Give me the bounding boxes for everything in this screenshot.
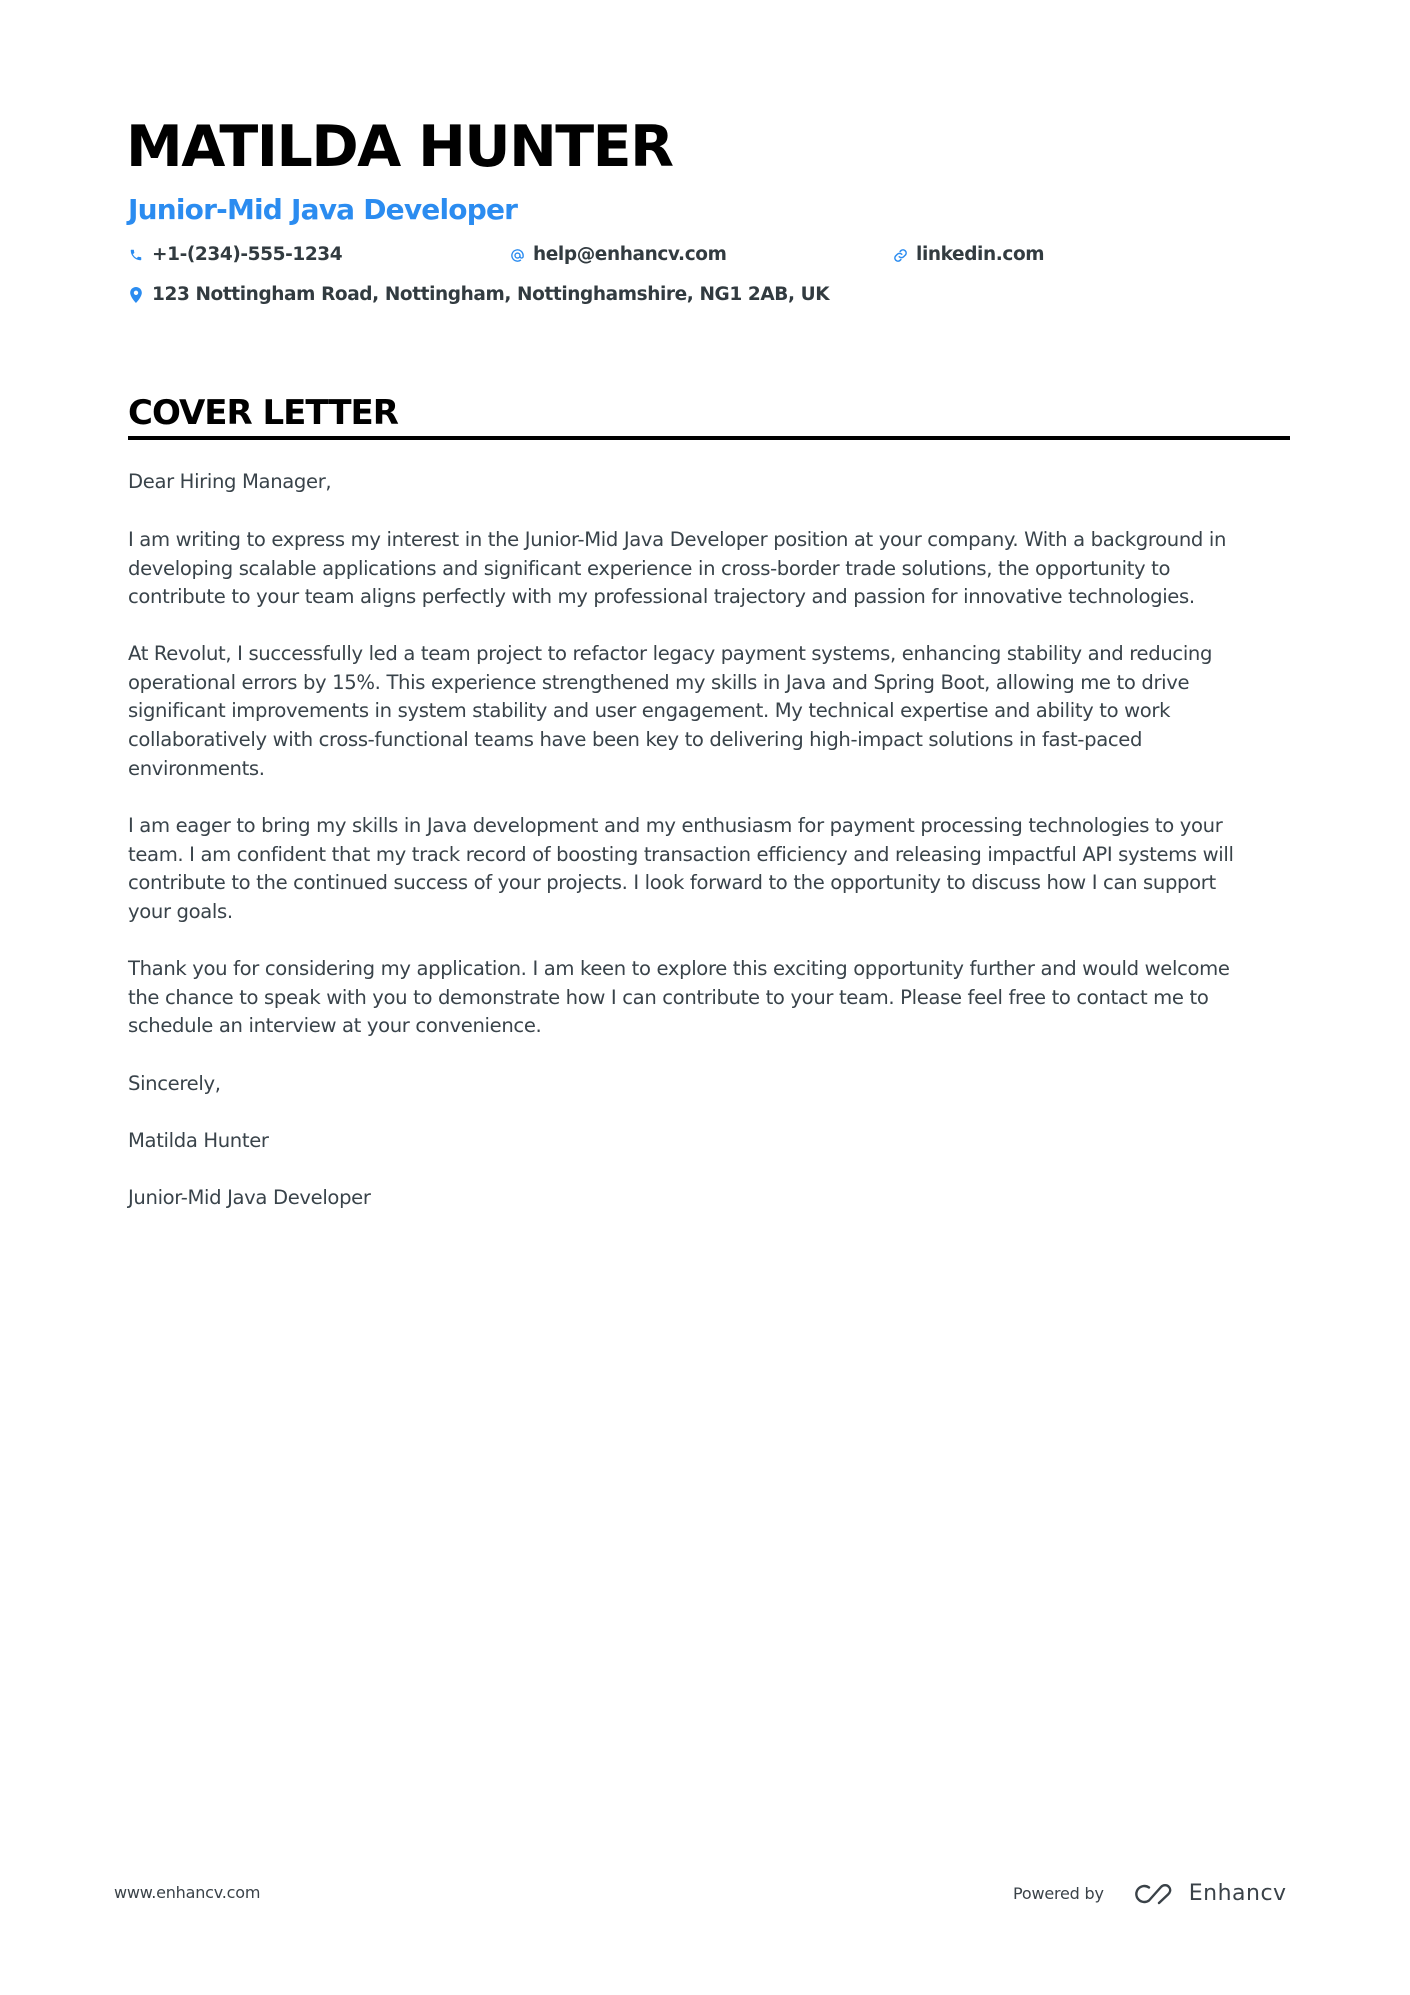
phone-icon: [128, 246, 144, 264]
signature-title: Junior-Mid Java Developer: [128, 1186, 371, 1209]
contact-linkedin[interactable]: [892, 243, 1044, 267]
paragraph-line: your goals.: [128, 900, 233, 924]
closing: Sincerely,: [128, 1072, 221, 1095]
signature-name: Matilda Hunter: [128, 1129, 269, 1152]
paragraph-2: [128, 640, 1212, 784]
enhancv-logo-icon: [1131, 1882, 1179, 1906]
paragraph-line: environments.: [128, 756, 265, 780]
section-title: COVER LETTER: [128, 393, 398, 433]
section-divider: [128, 436, 1290, 440]
address-value: 123 Nottingham Road, Nottingham, Nottinghamshire, NG1 2AB, UK: [152, 284, 830, 305]
location-pin-icon: [128, 286, 144, 304]
paragraph-line: I am writing to express my interest in the Junior-Mid Java Developer position at your company. With a background in: [128, 528, 1227, 551]
email-value: help@enhancv.com: [533, 244, 727, 265]
powered-by-label: Powered by: [1013, 1884, 1104, 1903]
paragraph-line: team. I am confident that my track record of boosting transaction efficiency and releasing impactful API systems will: [128, 842, 1234, 866]
link-icon: [892, 246, 908, 264]
enhancv-brand: Enhancv: [1188, 1881, 1287, 1906]
paragraph-line: contribute to your team aligns perfectly with my professional trajectory and passion for innovative technologies.: [128, 585, 1195, 609]
paragraph-line: contribute to the continued success of your projects. I look forward to the opportunity to discuss how I can support: [128, 871, 1216, 895]
linkedin-value: linkedin.com: [916, 244, 1045, 265]
paragraph-line: collaboratively with cross-functional teams have been key to delivering high-impact solutions in fast-paced: [128, 728, 1143, 752]
paragraph-line: schedule an interview at your convenience.: [128, 1014, 542, 1038]
paragraph-3: [128, 812, 1234, 927]
paragraph-line: the chance to speak with you to demonstrate how I can contribute to your team. Please feel free to contact me to: [128, 985, 1209, 1009]
paragraph-4: [128, 955, 1230, 1041]
paragraph-line: operational errors by 15%. This experience strengthened my skills in Java and Spring Boot, allowing me to drive: [128, 670, 1190, 694]
phone-value: +1-(234)-555-1234: [152, 244, 343, 265]
paragraph-line: significant improvements in system stability and user engagement. My technical expertise and ability to work: [128, 699, 1171, 723]
contact-email[interactable]: [509, 243, 726, 267]
powered-by[interactable]: [1013, 1881, 1287, 1906]
candidate-name: MATILDA HUNTER: [126, 114, 673, 180]
paragraph-1: [128, 526, 1226, 612]
candidate-title: Junior-Mid Java Developer: [128, 193, 518, 226]
paragraph-line: I am eager to bring my skills in Java development and my enthusiasm for payment processing technologies to your: [128, 814, 1223, 837]
footer-url-link[interactable]: www.enhancv.com: [114, 1883, 261, 1902]
paragraph-line: Thank you for considering my application. I am keen to explore this exciting opportunity further and would welcome: [128, 957, 1230, 980]
greeting: Dear Hiring Manager,: [128, 470, 332, 493]
paragraph-line: developing scalable applications and significant experience in cross-border trade solutions, the opportunity to: [128, 556, 1171, 580]
at-icon: [509, 246, 525, 264]
contact-address: [128, 283, 829, 307]
contact-phone[interactable]: [128, 243, 342, 267]
paragraph-line: At Revolut, I successfully led a team project to refactor legacy payment systems, enhancing stability and reducing: [128, 642, 1213, 665]
